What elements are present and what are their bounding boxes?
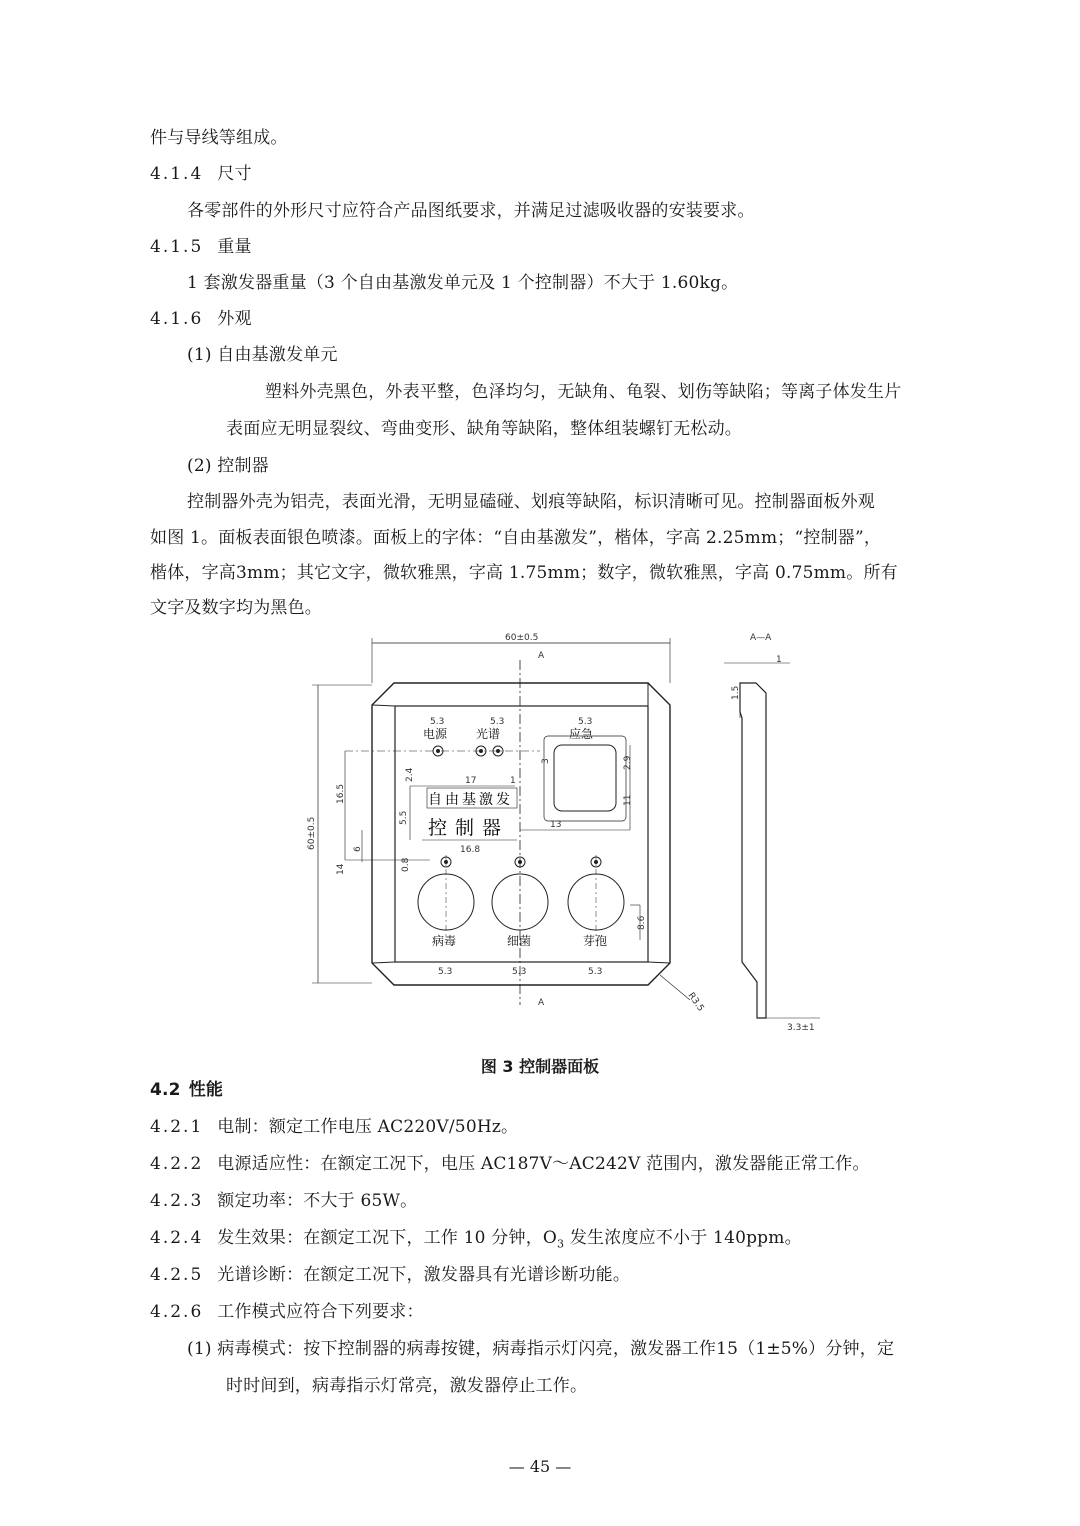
dim-1: 1 [510,776,516,786]
dim-2-9: 2.9 [623,755,633,770]
dim-8-6: 8.6 [637,915,647,930]
spec-4-2-4 [150,1227,802,1255]
section-number: 4.2.4 [150,1228,204,1248]
text-line: 1 套激发器重量（3 个自由基激发单元及 1 个控制器）不大于 1.60kg。 [187,273,739,293]
figure-caption: 图 3 控制器面板 [480,1057,600,1076]
spec-text: 额定功率：不大于 65W。 [217,1191,418,1211]
section-number: 4.1.5 [150,237,204,257]
dim-section-label: A—A [750,633,772,643]
section-number: 4.2.6 [150,1302,204,1322]
page-number: — 45 — [508,1457,572,1476]
text-line: 件与导线等组成。 [150,128,288,148]
emergency-window [554,745,616,811]
dim-11: 11 [623,794,633,806]
spec-text: 发生浓度应不小于 140ppm。 [564,1228,802,1248]
section-heading-4-1-5 [150,236,252,258]
section-number: 4.1.6 [150,309,204,329]
controller-panel-drawing [300,625,840,1045]
section-number: 4.2.2 [150,1154,204,1174]
text-line: 如图 1。面板表面银色喷漆。面板上的字体：“自由基激发”，楷体，字高 2.25mm；“控制器”， [150,528,882,548]
label-virus: 病毒 [432,934,457,948]
dim-5-3: 5.3 [588,967,603,977]
spec-text: 光谱诊断：在额定工况下，激发器具有光谱诊断功能。 [217,1265,631,1285]
label-spectrum: 光谱 [476,727,501,741]
section-title: 性能 [188,1080,224,1100]
dim-width: 60±0.5 [505,633,539,643]
dim-r3-5: R3.5 [685,990,706,1014]
section-title: 尺寸 [217,164,252,184]
section-heading-4-2 [150,1079,223,1101]
dim-5-3: 5.3 [430,717,445,727]
spec-4-2-5 [150,1264,630,1286]
dim-13: 13 [550,820,562,830]
dim-5-3: 5.3 [438,967,453,977]
section-number: 4.2.5 [150,1265,204,1285]
dim-3: 3 [541,758,551,764]
dim-6: 6 [353,846,363,852]
text-line: 楷体，字高3mm；其它文字，微软雅黑，字高 1.75mm；数字，微软雅黑，字高 0.75mm。所有 [150,563,898,583]
label-power: 电源 [423,727,448,741]
section-number: 4.1.4 [150,164,204,184]
section-title: 重量 [217,237,252,257]
label-emergency: 应急 [569,727,594,741]
dim-section-a-top: A [538,651,545,661]
list-item: (1) 自由基激发单元 [187,345,338,365]
text-line: 塑料外壳黑色，外表平整，色泽均匀，无缺角、龟裂、划伤等缺陷；等离子体发生片 [265,382,902,402]
spec-4-2-2 [150,1153,870,1175]
spec-text: 电制：额定工作电压 AC220V/50Hz。 [217,1117,519,1137]
dim-14: 14 [336,863,346,875]
dim-17: 17 [465,776,477,786]
dim-16-5: 16.5 [336,783,346,804]
spec-4-2-6 [150,1301,424,1323]
spec-4-2-3 [150,1190,417,1212]
text-line: 各零部件的外形尺寸应符合产品图纸要求，并满足过滤吸收器的安装要求。 [187,201,755,221]
text-line: 时时间到，病毒指示灯常亮，激发器停止工作。 [226,1376,588,1396]
label-controller: 控制器 [428,817,510,839]
section-heading-4-1-6 [150,308,252,330]
spec-text: 电源适应性：在额定工况下，电压 AC187V～AC242V 范围内，激发器能正常工作。 [217,1154,870,1174]
label-spore: 芽孢 [583,934,608,948]
list-item: (1) 病毒模式：按下控制器的病毒按键，病毒指示灯闪亮，激发器工作15（1±5%）分钟，定 [187,1339,895,1359]
dim-5-3: 5.3 [490,717,505,727]
subscript: 3 [557,1237,565,1251]
label-free-radical: 自由基激发 [428,792,513,808]
dim-section-a-bottom: A [538,998,545,1008]
text-line: 表面应无明显裂纹、弯曲变形、缺角等缺陷，整体组装螺钉无松动。 [226,419,742,439]
dim-16-8: 16.8 [460,845,481,855]
section-heading-4-1-4 [150,163,252,185]
text-line: 文字及数字均为黑色。 [150,598,322,618]
text-line: 控制器外壳为铝壳，表面光滑，无明显磕碰、划痕等缺陷，标识清晰可见。控制器面板外观 [187,492,875,512]
dim-5-5: 5.5 [399,810,409,825]
section-number: 4.2.1 [150,1117,204,1137]
spec-4-2-1 [150,1116,518,1138]
dim-5-3: 5.3 [512,967,527,977]
dim-thickness-1: 1 [776,655,782,665]
section-number: 4.2 [150,1080,181,1100]
dim-thickness-1-5: 1.5 [731,685,741,700]
spec-text: 工作模式应符合下列要求： [217,1302,424,1322]
side-view-profile [740,683,766,1018]
dim-5-3: 5.3 [578,717,593,727]
section-title: 外观 [217,309,252,329]
section-number: 4.2.3 [150,1191,204,1211]
list-item: (2) 控制器 [187,456,269,476]
dim-2-4: 2.4 [405,767,415,782]
dim-height: 60±0.5 [307,816,317,850]
dim-0-8: 0.8 [401,857,411,872]
label-bacteria: 细菌 [507,934,532,948]
dim-depth: 3.3±1 [787,1023,815,1033]
spec-text: 发生效果：在额定工况下，工作 10 分钟，O [217,1228,558,1248]
